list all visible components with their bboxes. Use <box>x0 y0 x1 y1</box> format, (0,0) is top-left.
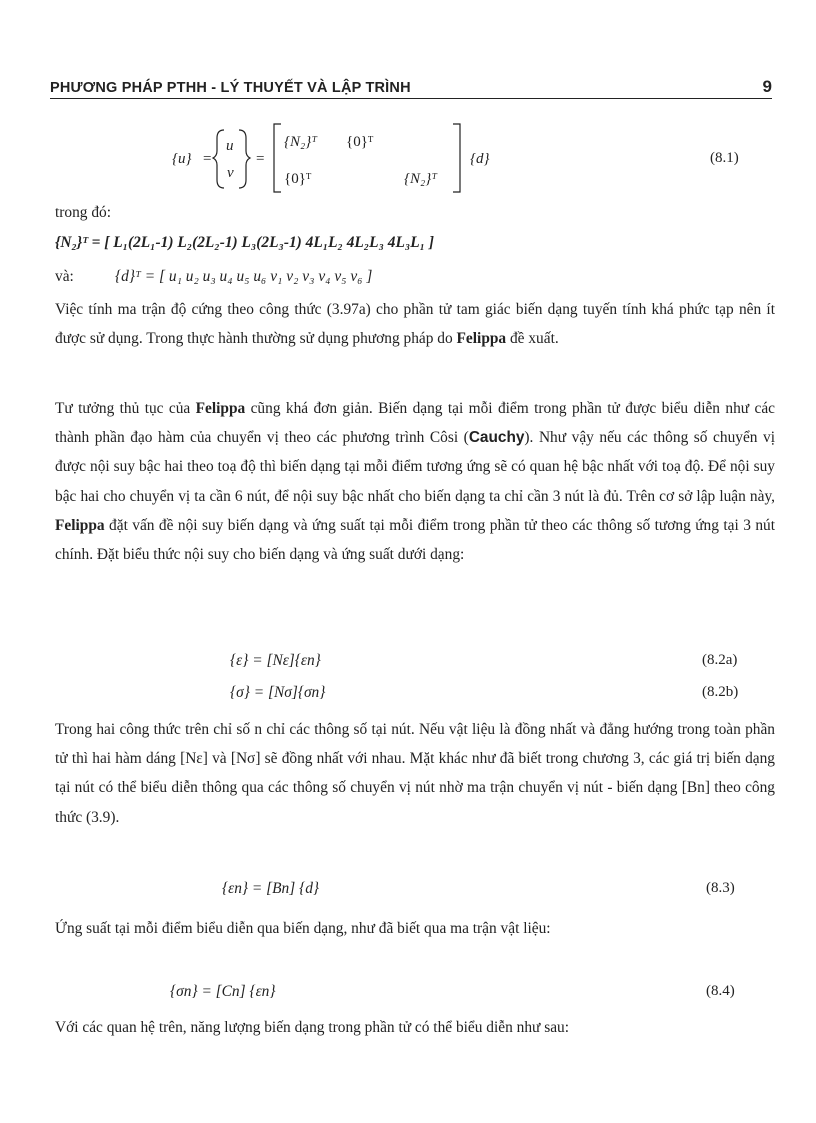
page-number: 9 <box>762 77 772 96</box>
header-title: PHƯƠNG PHÁP PTHH - LÝ THUYẾT VÀ LẬP TRÌNH <box>50 80 411 96</box>
eq81-m12: {0}ᵀ <box>346 134 374 150</box>
equation-8-1 <box>170 118 530 198</box>
va-label: và: <box>55 268 74 285</box>
p2-text-e: ). Như vậy nếu các thông số chuyển vị được nội suy bậc hai theo toạ độ thì biến dạng tại mỗi điểm tương ứng sẽ có quan hệ bậc nhất với toạ độ. Để nội suy bậc hai cho chuyển vị ta cần 6 nút, để nội suy bậc nhất cho biến dạng ta chỉ cần 3 nút là đủ. Trên cơ sở lập luận này, <box>55 429 775 505</box>
eq81-m22: {N₂}ᵀ <box>404 171 438 187</box>
eq81-m11: {N₂}ᵀ <box>284 134 318 150</box>
eq81-left-brace <box>213 130 224 188</box>
eq81-left-bracket <box>274 124 281 192</box>
eq81-vec-bottom: v <box>227 165 234 181</box>
p1-text-a: Việc tính ma trận độ cứng theo công thức (3.97a) cho phần tử tam giác biến dạng tuyến tính khá phức tạp nên ít được sử dụng. Trong thực hành thường sử dụng phương pháp do <box>55 301 775 348</box>
p2-cauchy: Cauchy <box>468 429 525 447</box>
eq81-rhs: {d} <box>470 151 490 167</box>
eq81-m21: {0}ᵀ <box>284 171 312 187</box>
p1-text-c: đề xuất. <box>506 330 559 348</box>
paragraph-4: Ứng suất tại mỗi điểm biểu diễn qua biến dạng, như đã biết qua ma trận vật liệu: <box>55 920 551 937</box>
eq-number-8-1: (8.1) <box>710 150 739 166</box>
p2-text-g: đặt vấn đề nội suy biến dạng và ứng suất tại mỗi điểm trong phần tử theo các thông số tương ứng tại 3 nút chính. Đặt biểu thức nội suy cho biến dạng và ứng suất dưới dạng: <box>55 516 775 564</box>
d-definition: {d}ᵀ = [ u₁ u₂ u₃ u₄ u₅ u₆ v₁ v₂ v₃ v₄ v₅ v₆ ] <box>115 268 373 285</box>
eq-number-8-3: (8.3) <box>706 880 735 896</box>
paragraph-1 <box>55 295 775 353</box>
equation-8-4: {σn} = [Cn] {εn} <box>170 983 276 1000</box>
equation-8-2b: {σ} = [Nσ]{σn} <box>230 684 326 701</box>
eq81-right-brace <box>239 130 250 188</box>
paragraph-3: Trong hai công thức trên chỉ số n chỉ các thông số tại nút. Nếu vật liệu là đồng nhất và đẳng hướng trong toàn phần tử thì hai hàm dáng [Nε] và [Nσ] sẽ đồng nhất với nhau. Mặt khác như đã biết trong chương 3, các giá trị biến dạng tại nút có thể biểu diễn thông qua các thông số chuyển vị nút nhờ ma trận chuyển vị nút - biến dạng [Bn] theo công thức (3.9). <box>55 721 775 826</box>
trong-do-label: trong đó: <box>55 204 112 221</box>
eq-number-8-4: (8.4) <box>706 983 735 999</box>
eq81-vec-top: u <box>226 138 234 154</box>
paragraph-2 <box>55 394 775 569</box>
eq81-equals-2: = <box>256 151 265 167</box>
paragraph-5: Với các quan hệ trên, năng lượng biến dạng trong phần tử có thể biểu diễn như sau: <box>55 1019 570 1036</box>
equation-8-2a: {ε} = [Nε]{εn} <box>230 652 321 669</box>
page-header <box>50 76 772 99</box>
eq81-lhs: {u} <box>172 151 192 167</box>
p1-felippa: Felippa <box>456 330 507 348</box>
eq-number-8-2a: (8.2a) <box>702 652 738 668</box>
eq81-equals-1: = <box>203 151 212 167</box>
p2-felippa-1: Felippa <box>195 400 246 417</box>
p2-text-a: Tư tưởng thủ tục của <box>55 400 196 417</box>
eq81-right-bracket <box>453 124 460 192</box>
equation-8-3: {εn} = [Bn] {d} <box>222 880 320 897</box>
p2-felippa-2: Felippa <box>55 516 105 534</box>
n2-definition: {N₂}ᵀ = [ L₁(2L₁-1) L₂(2L₂-1) L₃(2L₃-1) 4L₁L₂ 4L₂L₃ 4L₃L₁ ] <box>55 234 434 251</box>
eq-number-8-2b: (8.2b) <box>702 684 739 700</box>
p2-text-c: cũng khá đơn giản. Biến dạng tại mỗi điểm trong phần tử được biểu diễn như các thành phần đạo hàm của chuyển vị theo các phương trình Côsi ( <box>55 400 775 447</box>
